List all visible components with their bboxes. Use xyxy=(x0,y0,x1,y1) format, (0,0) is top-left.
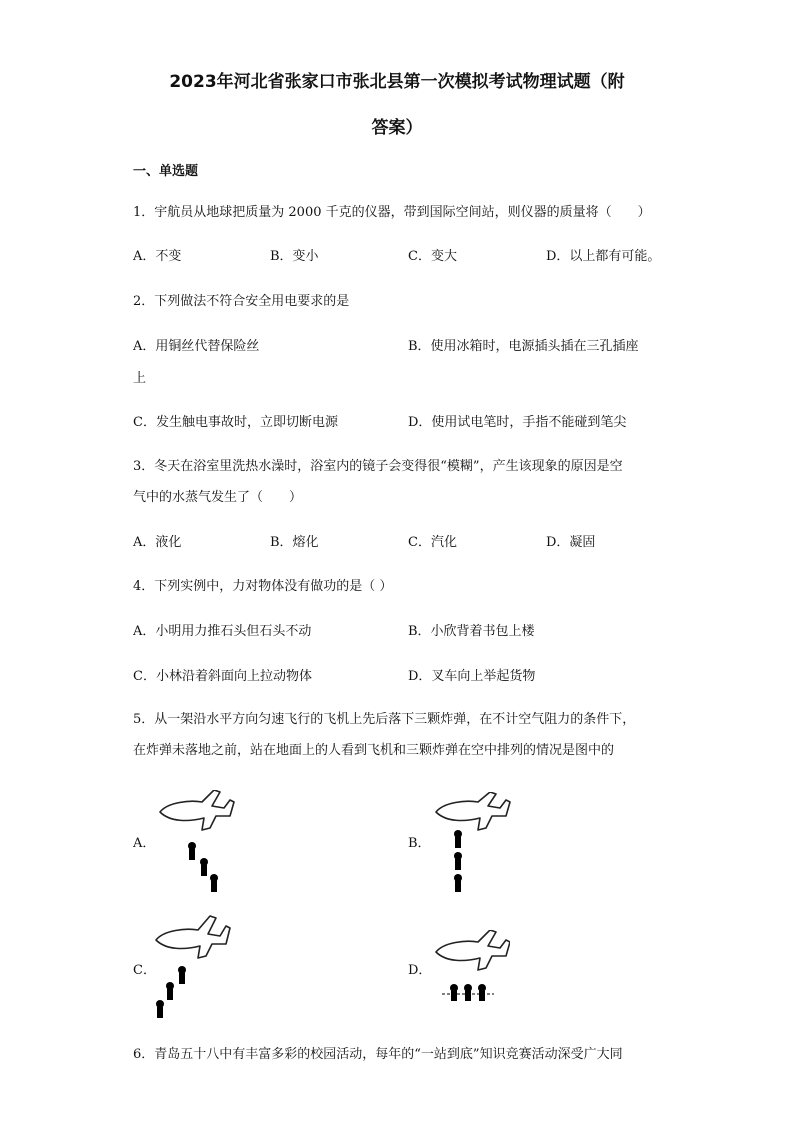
question-3-option-d: D．凝固 xyxy=(546,535,596,550)
airplane-icon xyxy=(156,916,230,958)
question-1-option-b: B．变小 xyxy=(270,249,319,264)
question-5-option-c: C． xyxy=(133,963,156,978)
question-3-option-a: A．液化 xyxy=(133,535,182,550)
question-5-stem-line-2: 在炸弹未落地之前，站在地面上的人看到飞机和三颗炸弹在空中排列的情况是图中的 xyxy=(133,743,615,758)
title-line-2: 答案） xyxy=(371,118,423,138)
section-heading: 一、单选题 xyxy=(133,164,199,179)
figure-b xyxy=(430,792,520,896)
airplane-icon xyxy=(436,792,510,830)
question-1-option-c: C．变大 xyxy=(408,249,457,264)
bomb-icon xyxy=(454,874,462,892)
bomb-icon xyxy=(210,874,218,892)
question-3-stem-line-1: 3．冬天在浴室里洗热水澡时，浴室内的镜子会变得很“模糊”，产生该现象的原因是空 xyxy=(133,459,623,474)
bomb-icon xyxy=(188,842,196,860)
bomb-icon xyxy=(178,966,186,984)
question-3-option-b: B．熔化 xyxy=(270,535,319,550)
figure-c xyxy=(148,912,238,1022)
title-line-1: 2023年河北省张家口市张北县第一次模拟考试物理试题（附 xyxy=(169,72,625,92)
question-1-option-a: A．不变 xyxy=(133,249,182,264)
bomb-icon xyxy=(166,982,174,1000)
question-5-stem-line-1: 5．从一架沿水平方向匀速飞行的飞机上先后落下三颗炸弹，在不计空气阻力的条件下， xyxy=(133,712,636,727)
question-1-stem: 1．宇航员从地球把质量为 2000 千克的仪器，带到国际空间站，则仪器的质量将（ ） xyxy=(133,205,651,220)
bomb-icon xyxy=(464,984,472,1001)
airplane-icon xyxy=(160,790,234,830)
figure-a xyxy=(150,790,240,898)
question-2-option-a: A．用铜丝代替保险丝 xyxy=(133,339,260,354)
question-5-option-d: D． xyxy=(408,963,432,978)
question-4-option-d: D．叉车向上举起货物 xyxy=(408,669,536,684)
question-2-option-d: D．使用试电笔时，手指不能碰到笔尖 xyxy=(408,415,627,430)
question-2-option-c: C．发生触电事故时，立即切断电源 xyxy=(133,415,338,430)
question-4-option-b: B．小欣背着书包上楼 xyxy=(408,624,535,639)
bomb-icon xyxy=(478,984,486,1001)
question-3-stem-line-2: 气中的水蒸气发生了（ ） xyxy=(133,490,303,505)
question-6-stem: 6．青岛五十八中有丰富多彩的校园活动，每年的“一站到底”知识竞赛活动深受广大同 xyxy=(133,1047,623,1062)
question-4-option-c: C．小林沿着斜面向上拉动物体 xyxy=(133,669,312,684)
question-4-option-a: A．小明用力推石头但石头不动 xyxy=(133,624,312,639)
bomb-icon xyxy=(200,858,208,876)
bomb-icon xyxy=(454,852,462,870)
question-4-stem: 4．下列实例中，力对物体没有做功的是（ ） xyxy=(133,579,393,594)
bomb-icon xyxy=(450,984,458,1001)
question-2-stem: 2．下列做法不符合安全用电要求的是 xyxy=(133,294,350,309)
bomb-icon xyxy=(156,1000,164,1018)
question-1-option-d: D．以上都有可能。 xyxy=(546,249,661,264)
figure-d xyxy=(430,930,510,1006)
question-2-option-b-wrap: 上 xyxy=(133,371,147,386)
bomb-icon xyxy=(454,830,462,848)
question-3-option-c: C．汽化 xyxy=(408,535,457,550)
airplane-icon xyxy=(436,930,510,970)
question-5-option-a: A． xyxy=(133,836,156,851)
question-5-option-b: B． xyxy=(408,836,431,851)
question-2-option-b: B．使用冰箱时，电源插头插在三孔插座 xyxy=(408,339,639,354)
